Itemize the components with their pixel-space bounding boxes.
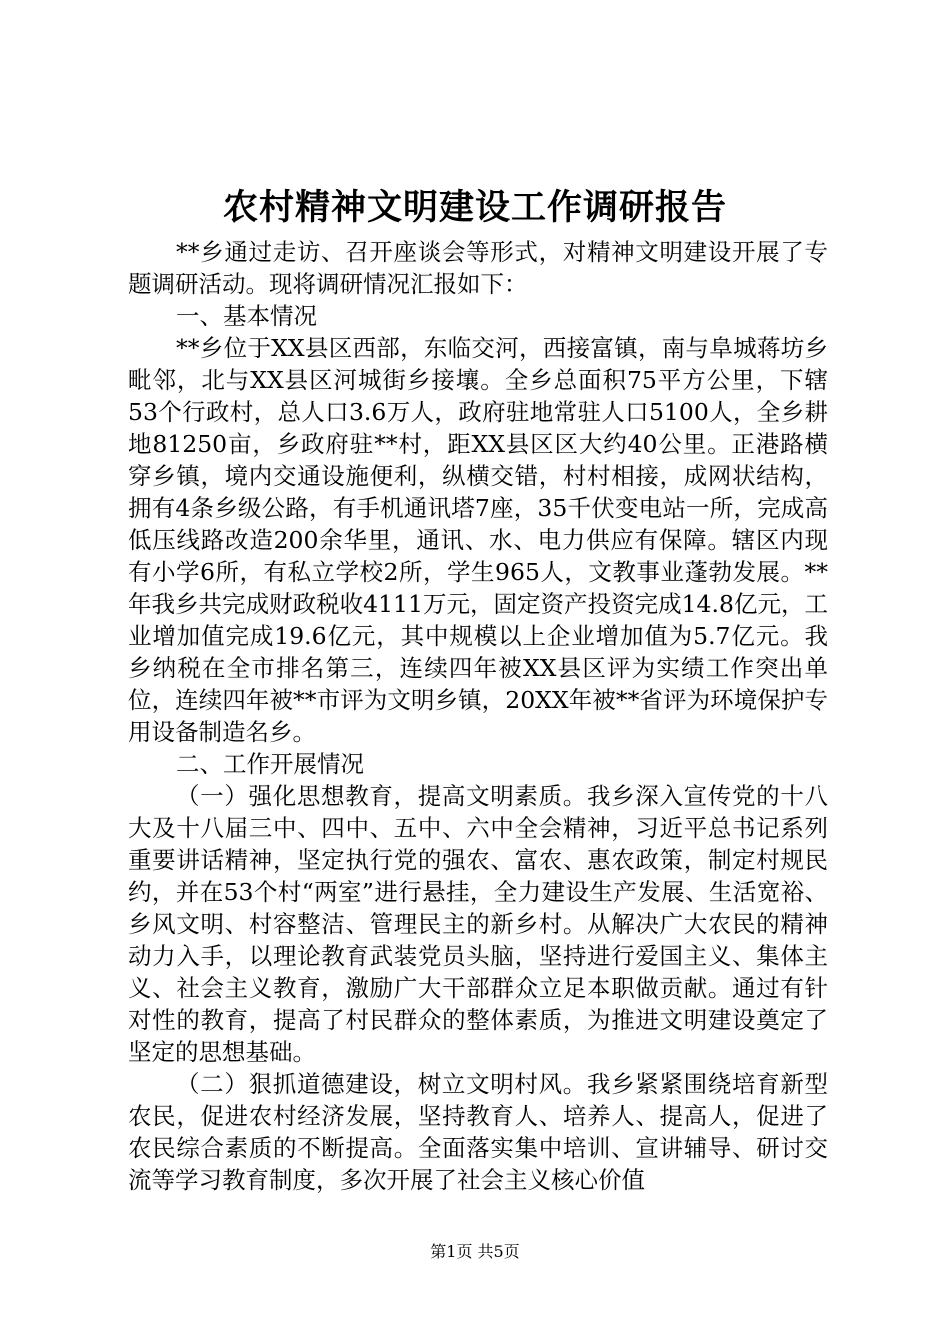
page-footer: 第1页 共5页: [430, 1242, 520, 1261]
document-body: [128, 236, 828, 1196]
basic-info-paragraph: **乡位于XX县区西部，东临交河，西接富镇，南与阜城蒋坊乡毗邻，北与XX县区河城街乡接壤。全乡总面积75平方公里，下辖53个行政村，总人口3.6万人，政府驻地常驻人口5100人，全乡耕地81250亩，乡政府驻**村，距XX县区区大约40公里。正港路横穿乡镇，境内交通设施便利，纵横交错，村村相接，成网状结构，拥有4条乡级公路，有手机通讯塔7座，35千伏变电站一所，完成高低压线路改造200余华里，通讯、水、电力供应有保障。辖区内现有小学6所，有私立学校2所，学生965人，文教事业蓬勃发展。**年我乡共完成财政税收4111万元，固定资产投资完成14.8亿元，工业增加值完成19.6亿元，其中规模以上企业增加值为5.7亿元。我乡纳税在全市排名第三，连续四年被XX县区评为实绩工作突出单位，连续四年被**市评为文明乡镇，20XX年被**省评为环境保护专用设备制造名乡。: [128, 334, 828, 746]
document-title: 农村精神文明建设工作调研报告: [222, 187, 727, 228]
section-heading-basic: 一、基本情况: [176, 302, 317, 330]
work-paragraph-1: （一）强化思想教育，提高文明素质。我乡深入宣传党的十八大及十八届三中、四中、五中、六中全会精神，习近平总书记系列重要讲话精神，坚定执行党的强农、富农、惠农政策，制定村规民约，并在53个村“两室”进行悬挂，全力建设生产发展、生活宽裕、乡风文明、村容整洁、管理民主的新乡村。从解决广大农民的精神动力入手，以理论教育武装党员头脑，坚持进行爱国主义、集体主义、社会主义教育，激励广大干部群众立足本职做贡献。通过有针对性的教育，提高了村民群众的整体素质，为推进文明建设奠定了坚定的思想基础。: [128, 782, 828, 1066]
section-heading-work: 二、工作开展情况: [176, 750, 364, 778]
intro-paragraph: **乡通过走访、召开座谈会等形式，对精神文明建设开展了专题调研活动。现将调研情况汇报如下：: [128, 238, 828, 298]
work-paragraph-2: （二）狠抓道德建设，树立文明村风。我乡紧紧围绕培育新型农民，促进农村经济发展，坚持教育人、培养人、提高人，促进了农民综合素质的不断提高。全面落实集中培训、宣讲辅导、研讨交流等学习教育制度，多次开展了社会主义核心价值: [128, 1070, 828, 1194]
